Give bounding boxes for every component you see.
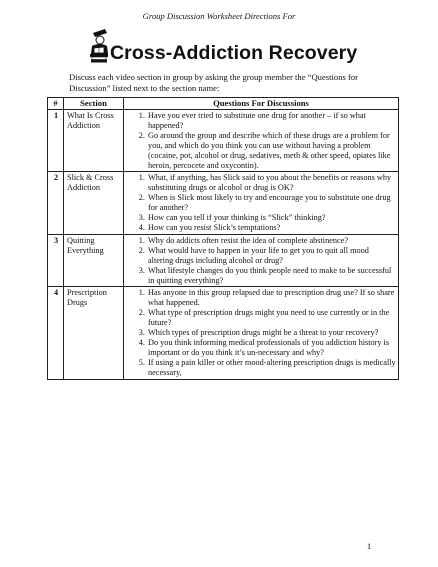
question-item: 2. What type of prescription drugs might you need to use currently or in the future? [147, 308, 396, 328]
discussion-table [47, 97, 399, 380]
question-item: 1. Has anyone in this group relapsed due to prescription drug use? If so share what happened. [147, 288, 396, 308]
question-item: 2. Go around the group and describe which of these drugs are a problem for you, and which do you think you can use without having a problem (cocaine, pot, alcohol or drug, sedatives, meth & other speed, opiates like heroin, percocete and oxycontin). [147, 131, 396, 171]
questions-cell [124, 110, 399, 172]
table-row [48, 172, 399, 234]
column-header-section: Section [64, 98, 124, 110]
question-list [127, 236, 396, 286]
questions-cell [124, 172, 399, 234]
column-header-number: # [48, 98, 64, 110]
row-number: 3 [48, 234, 64, 287]
section-name: What Is Cross Addiction [64, 110, 124, 172]
table-row [48, 110, 399, 172]
row-number: 1 [48, 110, 64, 172]
question-item: 4. How can you resist Slick’s temptations? [147, 223, 396, 233]
page-title: Cross-Addiction Recovery [110, 42, 358, 64]
section-name: Slick & Cross Addiction [64, 172, 124, 234]
row-number: 2 [48, 172, 64, 234]
question-item: 5. If using a pain killer or other mood-altering prescription drugs is medically necessary, [147, 358, 396, 378]
student-reading-figure-icon [88, 27, 110, 65]
table-row [48, 287, 399, 379]
question-item: 1. Have you ever tried to substitute one drug for another – if so what happened? [147, 111, 396, 131]
table-row [48, 234, 399, 287]
questions-cell [124, 234, 399, 287]
questions-cell [124, 287, 399, 379]
question-item: 1. What, if anything, has Slick said to you about the benefits or reasons why substituting drugs or alcohol or drug is OK? [147, 173, 396, 193]
question-item: 3. How can you tell if your thinking is “Slick” thinking? [147, 213, 396, 223]
question-item: 2. What would have to happen in your life to get you to quit all mood altering drugs including alcohol or drug? [147, 246, 396, 266]
question-list [127, 173, 396, 232]
intro-paragraph: Discuss each video section in group by asking the group member the “Questions for Discussion” listed next to the section name: [69, 72, 359, 93]
question-item: 3. What lifestyle changes do you think people need to make to be successful in quitting everything? [147, 266, 396, 286]
section-name: Quitting Everything [64, 234, 124, 287]
question-list [127, 288, 396, 377]
row-number: 4 [48, 287, 64, 379]
question-item: 2. When is Slick most likely to try and encourage you to substitute one drug for another? [147, 193, 396, 213]
page-number: 1 [366, 541, 372, 551]
question-item: 3. Which types of prescription drugs might be a threat to your recovery? [147, 328, 396, 338]
table-header-row [48, 98, 399, 110]
question-list [127, 111, 396, 170]
question-item: 4. Do you think informing medical professionals of you addiction history is important or do you think it’s un-necessary and why? [147, 338, 396, 358]
column-header-questions: Questions For Discussions [124, 98, 399, 110]
section-name: Prescription Drugs [64, 287, 124, 379]
question-item: 1. Why do addicts often resist the idea of complete abstinence? [147, 236, 396, 246]
worksheet-heading: Group Discussion Worksheet Directions For [142, 11, 296, 21]
